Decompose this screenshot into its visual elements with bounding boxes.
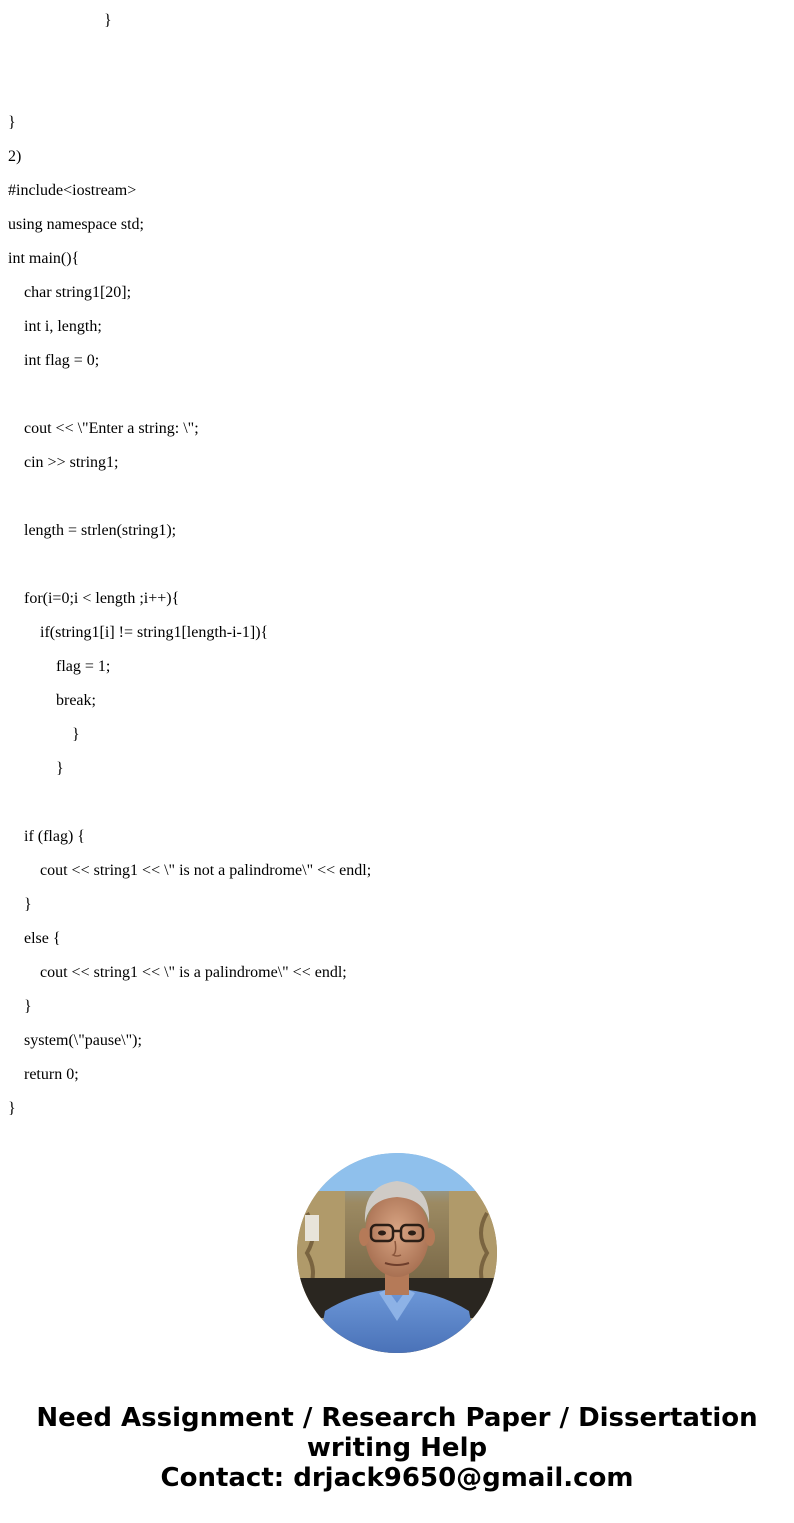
- author-avatar: [297, 1153, 497, 1353]
- code-line: using namespace std;: [8, 216, 144, 233]
- code-line: int flag = 0;: [8, 352, 100, 369]
- code-line: }: [8, 114, 16, 131]
- code-line: for(i=0;i < length ;i++){: [8, 590, 180, 607]
- code-line: else {: [8, 930, 61, 947]
- code-line: break;: [8, 692, 96, 709]
- code-line: if (flag) {: [8, 828, 85, 845]
- code-line: return 0;: [8, 1066, 79, 1083]
- promo-contact-line: Contact: drjack9650@gmail.com: [160, 1463, 634, 1493]
- code-line: int i, length;: [8, 318, 102, 335]
- code-line: if(string1[i] != string1[length-i-1]){: [8, 624, 269, 641]
- author-portrait-image: [297, 1153, 497, 1353]
- promo-message: [0, 1403, 794, 1493]
- code-line: system(\"pause\");: [8, 1032, 142, 1049]
- code-line: flag = 1;: [8, 658, 111, 675]
- code-line: length = strlen(string1);: [8, 522, 177, 539]
- code-line: }: [8, 998, 32, 1015]
- promo-line-1: Need Assignment / Research Paper / Dissertation: [36, 1403, 758, 1433]
- code-line: }: [8, 726, 80, 743]
- code-line: cout << string1 << \" is a palindrome\" << endl;: [8, 964, 347, 981]
- code-line: }: [72, 12, 112, 29]
- code-line: }: [8, 896, 32, 913]
- code-line: cout << string1 << \" is not a palindrome\" << endl;: [8, 862, 372, 879]
- code-line: char string1[20];: [8, 284, 132, 301]
- code-line: }: [8, 760, 64, 777]
- code-line: 2): [8, 148, 22, 165]
- code-line: }: [8, 1100, 16, 1117]
- code-line: cout << \"Enter a string: \";: [8, 420, 199, 437]
- code-line: cin >> string1;: [8, 454, 119, 471]
- promo-line-2: writing Help: [306, 1433, 488, 1463]
- code-line: int main(){: [8, 250, 80, 267]
- code-line: #include<iostream>: [8, 182, 137, 199]
